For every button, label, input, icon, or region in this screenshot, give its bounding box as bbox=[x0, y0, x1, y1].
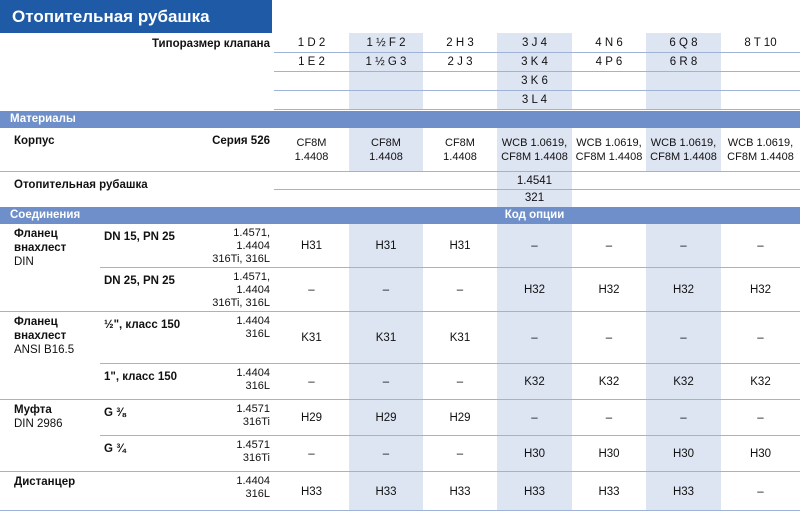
option-code-cell: H32 bbox=[749, 284, 772, 296]
option-code-cell: – bbox=[382, 376, 390, 388]
option-code-cell: – bbox=[757, 332, 764, 344]
option-code-cell: – bbox=[680, 240, 687, 252]
option-code-cell: – bbox=[680, 412, 687, 424]
page-title: Отопительная рубашка bbox=[0, 0, 272, 33]
option-code-cell: H33 bbox=[523, 485, 546, 498]
option-code-cell: H32 bbox=[598, 284, 620, 296]
option-code-cell: H30 bbox=[523, 448, 546, 460]
connections-header bbox=[0, 207, 800, 224]
connection-material-label: 1.4571, 1.4404 316Ti, 316L bbox=[212, 227, 270, 265]
valve-size-cell: 3 L 4 bbox=[521, 93, 548, 106]
materials-header bbox=[0, 111, 800, 128]
valve-size-cell: 3 K 6 bbox=[521, 74, 548, 87]
option-code-cell: – bbox=[605, 240, 613, 252]
connection-material-label: 1.4571 316Ti bbox=[236, 403, 270, 428]
valve-size-cell: 1 ½ F 2 bbox=[366, 36, 406, 49]
option-code-cell: – bbox=[531, 332, 538, 344]
option-code-cell: H32 bbox=[523, 284, 546, 296]
valve-size-cell: 2 J 3 bbox=[447, 55, 473, 68]
connection-material-label: 1.4404 316L bbox=[236, 367, 270, 392]
jacket-label: Отопительная рубашка bbox=[14, 179, 148, 191]
option-code-cell: – bbox=[456, 284, 464, 296]
connection-size-label: DN 15, PN 25 bbox=[104, 231, 175, 243]
series-label: Серия 526 bbox=[212, 135, 270, 147]
valve-size-cell: 3 J 4 bbox=[522, 36, 547, 49]
connection-size-label: G ⅜ bbox=[104, 407, 126, 419]
connection-group-label: Фланец внахлест bbox=[14, 316, 67, 342]
valve-size-cell: 1 E 2 bbox=[298, 55, 325, 68]
option-code-cell: H30 bbox=[672, 448, 695, 460]
body-material-cell: CF8M 1.4408 bbox=[443, 137, 477, 163]
connection-material-label: 1.4571, 1.4404 316Ti, 316L bbox=[212, 271, 270, 309]
option-code-cell: H30 bbox=[749, 448, 772, 460]
option-code-cell: – bbox=[605, 332, 613, 344]
row-divider bbox=[0, 171, 800, 172]
row-divider bbox=[274, 109, 800, 110]
connection-size-label: 1", класс 150 bbox=[104, 371, 178, 383]
connection-group-label: Фланец внахлест bbox=[14, 228, 67, 254]
valve-size-cell: 4 N 6 bbox=[595, 36, 623, 49]
body-material-cell: CF8M 1.4408 bbox=[369, 137, 403, 163]
option-code-cell: H33 bbox=[449, 485, 471, 498]
option-code-cell: H32 bbox=[672, 284, 695, 296]
option-code-cell: K32 bbox=[524, 376, 545, 388]
option-code-cell: H29 bbox=[375, 412, 397, 424]
option-code-cell: K31 bbox=[375, 332, 397, 344]
body-material-cell: CF8M 1.4408 bbox=[294, 137, 329, 163]
option-code-cell: – bbox=[757, 412, 764, 424]
option-code-cell: – bbox=[757, 240, 764, 252]
option-code-cell: – bbox=[456, 376, 464, 388]
option-code-cell: K32 bbox=[673, 376, 694, 388]
materials-header-label: Материалы bbox=[10, 113, 76, 125]
option-code-cell: H33 bbox=[300, 485, 323, 498]
option-code-cell: – bbox=[308, 448, 315, 460]
option-code-cell: – bbox=[605, 412, 613, 424]
body-material-cell: WCB 1.0619, CF8M 1.4408 bbox=[650, 137, 717, 163]
option-code-cell: – bbox=[757, 485, 764, 498]
connection-material-label: 1.4404 316L bbox=[236, 315, 270, 340]
option-code-cell: H33 bbox=[598, 485, 620, 498]
option-code-cell: H30 bbox=[598, 448, 620, 460]
connection-size-label: ½", класс 150 bbox=[104, 319, 181, 331]
option-code-cell: H29 bbox=[449, 412, 471, 424]
valve-size-cell: 3 K 4 bbox=[521, 55, 548, 68]
option-code-cell: H29 bbox=[300, 412, 323, 424]
jacket-material-cell: 1.4541 bbox=[516, 175, 553, 187]
valve-size-cell: 6 Q 8 bbox=[669, 36, 698, 49]
body-material-cell: WCB 1.0619, CF8M 1.4408 bbox=[575, 137, 643, 163]
connection-material-label: 1.4571 316Ti bbox=[236, 439, 270, 464]
option-code-cell: – bbox=[680, 332, 687, 344]
option-code-cell: – bbox=[531, 412, 538, 424]
option-code-cell: – bbox=[456, 448, 464, 460]
option-code-cell: – bbox=[308, 284, 315, 296]
option-code-cell: H31 bbox=[449, 240, 471, 252]
connection-standard-label: DIN bbox=[14, 256, 34, 268]
option-code-cell: – bbox=[531, 240, 538, 252]
option-code-header: Код опции bbox=[504, 209, 565, 221]
option-code-cell: – bbox=[308, 376, 315, 388]
jacket-material-cell: 321 bbox=[524, 192, 545, 204]
valve-size-cell: 6 R 8 bbox=[669, 55, 698, 68]
body-material-cell: WCB 1.0619, CF8M 1.4408 bbox=[501, 137, 568, 163]
option-code-cell: H31 bbox=[375, 240, 397, 252]
valve-size-cell: 4 P 6 bbox=[595, 55, 623, 68]
connection-size-label: G ¾ bbox=[104, 443, 126, 455]
valve-size-cell: 8 T 10 bbox=[744, 36, 777, 49]
valve-size-cell: 1 D 2 bbox=[297, 36, 326, 49]
connection-group-label: Дистанцер bbox=[14, 476, 76, 488]
option-code-cell: H33 bbox=[375, 485, 397, 498]
body-material-cell: WCB 1.0619, CF8M 1.4408 bbox=[727, 137, 794, 163]
option-code-cell: – bbox=[382, 284, 390, 296]
connection-size-label: DN 25, PN 25 bbox=[104, 275, 175, 287]
option-code-cell: H33 bbox=[672, 485, 695, 498]
connections-header-label: Соединения bbox=[10, 209, 81, 221]
option-code-cell: K31 bbox=[301, 332, 322, 344]
connection-material-label: 1.4404 316L bbox=[236, 475, 270, 500]
valve-size-cell: 1 ½ G 3 bbox=[365, 55, 407, 68]
option-code-cell: – bbox=[382, 448, 390, 460]
valve-size-cell: 2 H 3 bbox=[446, 36, 474, 49]
option-code-cell: K32 bbox=[750, 376, 771, 388]
option-code-cell: H31 bbox=[300, 240, 323, 252]
connection-standard-label: ANSI B16.5 bbox=[14, 344, 75, 356]
size-row-label: Типоразмер клапана bbox=[151, 38, 270, 50]
option-code-cell: K31 bbox=[449, 332, 471, 344]
body-label: Корпус bbox=[14, 135, 55, 147]
connection-standard-label: DIN 2986 bbox=[14, 418, 63, 430]
option-code-cell: K32 bbox=[598, 376, 620, 388]
connection-group-label: Муфта bbox=[14, 404, 52, 416]
